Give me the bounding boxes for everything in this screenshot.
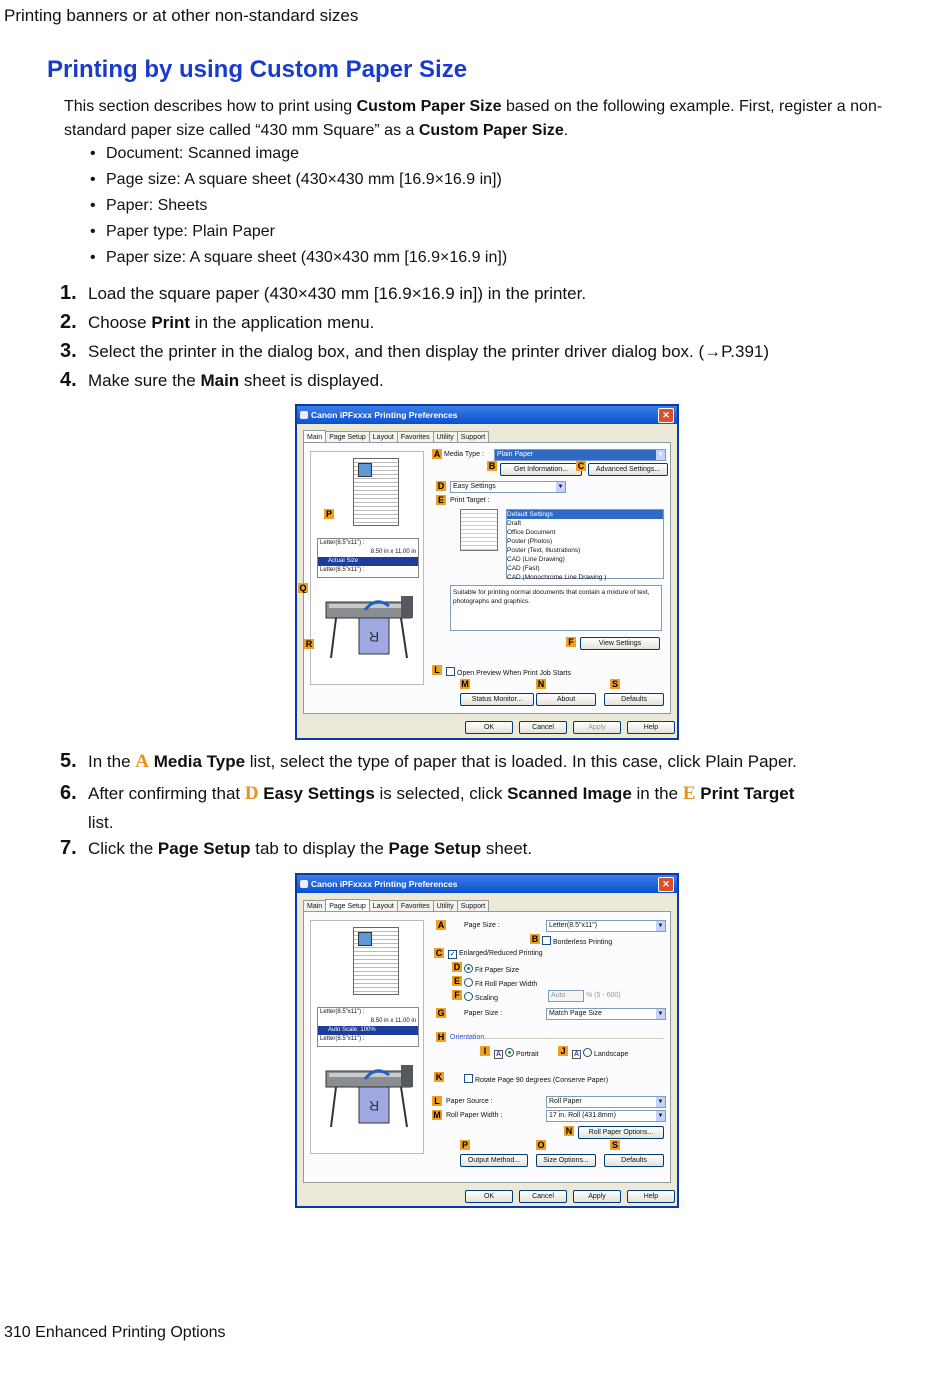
badge-d: D [453,962,461,972]
step-1: 1. Load the square paper (430×430 mm [16.9×16.9 in]) in the printer. [60,282,587,304]
media-type-select[interactable]: Plain Paper ▼ [494,449,666,461]
output-method-button[interactable]: Output Method... [460,1154,528,1167]
badge-p: P [461,1140,468,1150]
tab-favorites[interactable]: Favorites [397,900,434,912]
fit-paper-size-radio[interactable]: Fit Paper Size [464,964,519,974]
apply-button[interactable]: Apply [573,1190,621,1203]
roll-width-select[interactable]: 17 in. Roll (431.8mm) ▼ [546,1110,666,1122]
media-type-label: Media Type : [444,451,484,458]
portrait-icon: A [496,1051,502,1058]
page-setup-panel [303,911,671,1183]
printing-preferences-dialog-page-setup [295,873,679,1208]
page-thumbnail [353,927,399,995]
badge-p: P [325,509,332,519]
badge-e: E [437,495,444,505]
help-button[interactable]: Help [627,1190,675,1203]
badge-h: H [437,1032,445,1042]
step-4: 4. Make sure the Main sheet is displayed. [60,369,384,391]
chevron-down-icon: ▼ [657,923,664,929]
badge-a: A [433,449,441,459]
radio-icon [505,1048,514,1057]
paper-size-label: Paper Size : [464,1010,503,1017]
get-information-button[interactable]: Get Information... [500,463,582,476]
scaling-range: % (5 - 600) [586,992,621,999]
about-button[interactable]: About [536,693,596,706]
badge-s: S [611,679,618,689]
chevron-down-icon: ▼ [657,1011,664,1017]
list-item[interactable]: Draft [507,520,522,527]
preview-area [310,451,424,685]
open-preview-checkbox[interactable]: Open Preview When Print Job Starts [446,667,571,677]
step-7: 7. Click the Page Setup tab to display the Page Setup sheet. [60,837,533,859]
list-item[interactable]: Default Settings [507,510,663,519]
tab-page-setup[interactable]: Page Setup [325,899,370,912]
list-item[interactable]: CAD (Monochrome Line Drawing ) [507,574,607,581]
chevron-down-icon: ▼ [557,484,564,490]
list-item[interactable]: CAD (Fast) [507,565,540,572]
printer-app-icon [300,411,308,419]
badge-f: F [566,637,576,647]
image-icon [358,932,372,946]
printer-illustration [321,592,421,664]
defaults-button[interactable]: Defaults [604,693,664,706]
tab-support[interactable]: Support [457,900,490,912]
help-button[interactable]: Help [627,721,675,734]
target-preview-icon [460,509,498,551]
actual-size-indicator: Actual Size [318,557,418,566]
step-5: 5. In the A Media Type list, select the type of paper that is loaded. In this case, click Plain Paper. [60,750,797,772]
print-target-label: Print Target : [450,497,490,504]
auto-scale-indicator: Auto Scale: 100% [318,1026,418,1035]
tab-layout[interactable]: Layout [369,900,398,912]
roll-paper-options-button[interactable]: Roll Paper Options... [578,1126,664,1139]
enlarged-reduced-checkbox[interactable]: ✓ Enlarged/Reduced Printing [449,950,543,958]
section-title: Printing by using Custom Paper Size [47,56,468,83]
main-sheet-panel [299,442,671,714]
status-monitor-button[interactable]: Status Monitor... [460,693,534,706]
chevron-down-icon: ▼ [657,1113,664,1119]
badge-f: F [452,990,462,1000]
cancel-button[interactable]: Cancel [519,1190,567,1203]
tab-page-setup[interactable]: Page Setup [325,431,370,443]
defaults-button[interactable]: Defaults [604,1154,664,1167]
step-2: 2. Choose Print in the application menu. [60,311,375,333]
svg-text:R: R [368,1098,380,1114]
svg-text:R: R [368,629,380,645]
paper-size-select[interactable]: Match Page Size ▼ [546,1008,666,1020]
badge-q: Q [299,583,307,593]
close-icon[interactable]: ✕ [658,408,674,423]
roll-width-label: Roll Paper Width : [446,1112,503,1119]
view-settings-button[interactable]: View Settings [580,637,660,650]
checkbox-icon [542,936,551,945]
badge-j: J [558,1046,568,1056]
page-size-label: Page Size : [464,922,500,929]
badge-n: N [537,679,545,689]
badge-a: A [437,920,445,930]
tab-strip [303,899,488,911]
target-description: Suitable for printing normal documents that contain a mixture of text, photographs and graphics. [450,585,662,631]
bullet-item: • Paper: Sheets [90,197,208,214]
badge-b: B [531,934,539,944]
dialog-title-bar: Canon iPFxxxx Printing Preferences ✕ [297,406,677,424]
advanced-settings-button[interactable]: Advanced Settings... [588,463,668,476]
badge-l: L [432,665,442,675]
badge-d: D [437,481,445,491]
page-thumbnail [353,458,399,526]
radio-icon [464,964,473,973]
step-3: 3. Select the printer in the dialog box, and then display the printer driver dialog box. (→P.391) [60,340,770,362]
ok-button[interactable]: OK [465,1190,513,1203]
printing-preferences-dialog-main [295,404,679,740]
intro-paragraph: This section describes how to print using Custom Paper Size based on the following example. First, register a non-standard paper size called “430 mm Square” as a Custom Paper Size. [64,98,883,139]
badge-m: M [433,1110,441,1120]
size-info-box: Letter(8.5"x11") : 8.50 in x 11.00 in Actual Size Letter(8.5"x11") : [317,538,419,578]
checkbox-icon [446,667,455,676]
page-size-select[interactable]: Letter(8.5"x11") ▼ [546,920,666,932]
borderless-checkbox[interactable]: Borderless Printing [542,936,612,946]
paper-source-label: Paper Source : [446,1098,493,1105]
ok-button[interactable]: OK [465,721,513,734]
printer-illustration [321,1061,421,1133]
list-item[interactable]: Office Document [507,529,556,536]
radio-icon [583,1048,592,1057]
print-target-list[interactable] [506,509,664,579]
tab-utility[interactable]: Utility [433,431,458,443]
badge-b: B [488,461,496,471]
badge-i: I [480,1046,490,1056]
orientation-label: Orientation [450,1034,485,1041]
bullet-item: • Paper type: Plain Paper [90,223,275,240]
list-item[interactable]: CAD (Line Drawing) [507,556,565,563]
group-divider [484,1038,664,1039]
cancel-button[interactable]: Cancel [519,721,567,734]
size-options-button[interactable]: Size Options... [536,1154,596,1167]
chevron-down-icon: ▼ [657,1099,664,1105]
fit-roll-width-radio[interactable]: Fit Roll Paper Width [464,978,537,988]
checkbox-icon [464,1074,473,1083]
printer-app-icon [300,880,308,888]
rotate-page-checkbox[interactable]: Rotate Page 90 degrees (Conserve Paper) [464,1074,608,1084]
badge-g: G [437,1008,445,1018]
easy-settings-select[interactable]: Easy Settings ▼ [450,481,566,493]
tab-main[interactable]: Main [303,430,326,443]
badge-m: M [461,679,469,689]
badge-r: R [305,639,313,649]
size-info-box: Letter(8.5"x11") : 8.50 in x 11.00 in Auto Scale: 100% Letter(8.5"x11") : [317,1007,419,1047]
tab-utility[interactable]: Utility [433,900,458,912]
dialog-title-bar: Canon iPFxxxx Printing Preferences ✕ [297,875,677,893]
list-item[interactable]: Poster (Text, Illustrations) [507,547,581,554]
portrait-radio[interactable]: A Portrait [494,1048,539,1059]
badge-k: K [435,1072,443,1082]
list-item[interactable]: Poster (Photos) [507,538,553,545]
badge-n: N [565,1126,573,1136]
tab-strip [303,430,488,442]
badge-c: C [435,948,443,958]
badge-c: C [577,461,585,471]
tab-main[interactable]: Main [303,900,326,912]
badge-l: L [432,1096,442,1106]
apply-button[interactable]: Apply [573,721,621,734]
badge-o: O [537,1140,545,1150]
badge-e: E [453,976,460,986]
scaling-radio[interactable]: Scaling [464,992,498,1002]
bullet-item: • Document: Scanned image [90,145,299,162]
preview-area [310,920,424,1154]
check-icon: ✓ [449,951,456,958]
running-header: Printing banners or at other non-standard sizes [4,6,359,25]
bullet-item: • Paper size: A square sheet (430×430 mm [16.9×16.9 in]) [90,249,508,266]
image-icon [358,463,372,477]
chevron-down-icon: ▼ [657,452,664,458]
page-footer: 310 Enhanced Printing Options [4,1324,226,1341]
radio-icon [464,978,473,987]
close-icon[interactable]: ✕ [658,877,674,892]
scaling-input[interactable]: Auto [548,990,584,1002]
landscape-icon: A [574,1051,580,1058]
tab-support[interactable]: Support [457,431,490,443]
bullet-item: • Page size: A square sheet (430×430 mm [16.9×16.9 in]) [90,171,502,188]
tab-layout[interactable]: Layout [369,431,398,443]
paper-source-select[interactable]: Roll Paper ▼ [546,1096,666,1108]
step-6: 6. After confirming that D Easy Settings is selected, click Scanned Image in the E Print Target list. [60,782,795,832]
tab-favorites[interactable]: Favorites [397,431,434,443]
radio-icon [464,992,473,1001]
landscape-radio[interactable]: A Landscape [572,1048,628,1059]
badge-s: S [611,1140,618,1150]
